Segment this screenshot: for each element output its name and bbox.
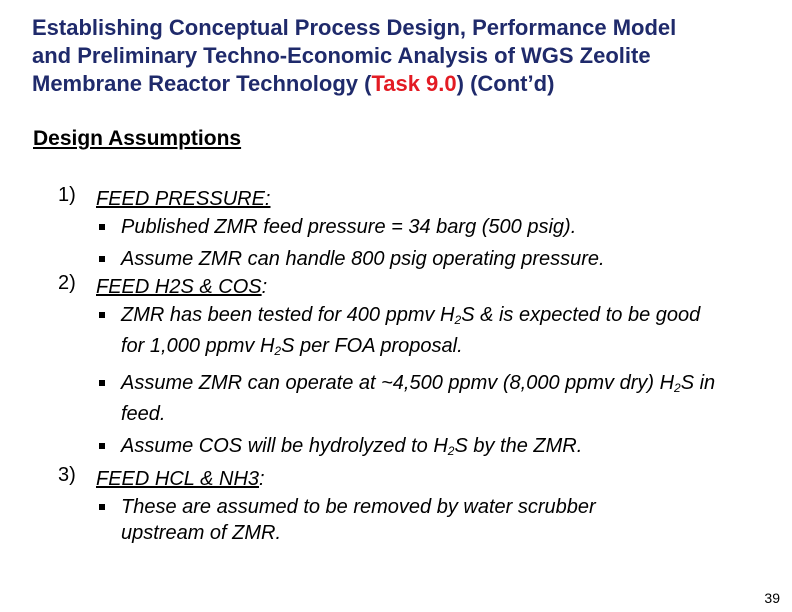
bullet-square-icon: [99, 443, 105, 449]
bullet-square-icon: [99, 256, 105, 262]
bullet-item: Assume COS will be hydrolyzed to $H_2S$ by the ZMR.: [96, 433, 721, 464]
assumptions-list: [0, 184, 792, 552]
item-number: 3): [58, 464, 76, 486]
bullet-text: Assume ZMR can handle 800 psig operating pressure.: [121, 248, 605, 270]
page-number: 39: [764, 590, 780, 606]
list-item-feed-h2s-cos: [0, 272, 792, 464]
bullet-square-icon: [99, 312, 105, 318]
item-number: 2): [58, 272, 76, 294]
list-item-feed-pressure: [0, 184, 792, 272]
title-line-1: Establishing Conceptual Process Design, Performance Model: [32, 15, 677, 40]
title-line-3-prefix: Membrane Reactor Technology (: [32, 71, 372, 96]
bullet-list: [96, 494, 792, 546]
bullet-text: Published ZMR feed pressure = 34 barg (500 psig).: [121, 216, 577, 238]
bullet-item: ZMR has been tested for 400 ppmv $H_2S$ & is expected to be good for 1,000 ppmv $H_2S$ per FOA proposal.: [96, 302, 721, 364]
title-line-2: and Preliminary Techno-Economic Analysis of WGS Zeolite: [32, 43, 651, 68]
bullet-text: These are assumed to be removed by water scrubber upstream of ZMR.: [121, 496, 596, 544]
section-heading: Design Assumptions: [33, 127, 242, 150]
bullet-list: [96, 214, 792, 272]
list-item-feed-hcl-nh3: [0, 464, 792, 546]
item-heading: FEED PRESSURE:: [96, 188, 271, 210]
item-number: 1): [58, 184, 76, 206]
bullet-item: [96, 246, 721, 272]
item-heading-suffix: :: [259, 468, 265, 490]
title-line-3: [32, 70, 772, 98]
item-heading: FEED H2S & COS: [96, 276, 262, 298]
bullet-item: Assume ZMR can operate at ~4,500 ppmv (8,000 ppmv dry) $H_2S$ in feed.: [96, 370, 721, 427]
bullet-square-icon: [99, 224, 105, 230]
task-label: Task 9.0: [371, 71, 457, 96]
bullet-item: [96, 494, 681, 546]
bullet-list: [96, 302, 792, 464]
slide-title: [32, 14, 772, 98]
bullet-square-icon: [99, 380, 105, 386]
bullet-item: [96, 214, 721, 240]
item-heading: FEED HCL & NH3: [96, 468, 260, 490]
item-heading-suffix: :: [261, 276, 268, 298]
title-line-3-suffix: ) (Cont’d): [456, 71, 555, 96]
bullet-square-icon: [99, 504, 105, 510]
